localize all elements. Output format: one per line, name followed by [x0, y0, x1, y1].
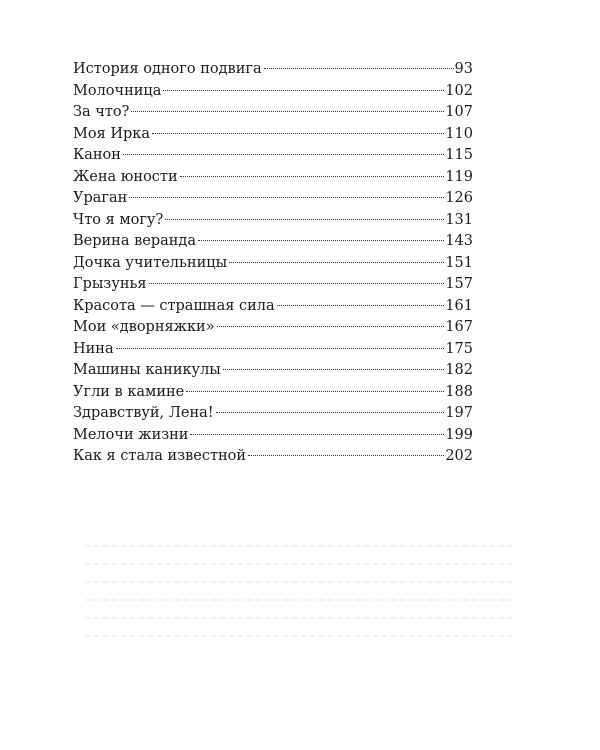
- toc-entry: [73, 81, 473, 103]
- dot-leader: [198, 240, 444, 241]
- toc-entry: [73, 317, 473, 339]
- toc-page-number: 119: [445, 168, 473, 185]
- toc-title: Нина: [73, 340, 114, 357]
- toc-title: Молочница: [73, 82, 162, 99]
- dot-leader: [186, 391, 444, 392]
- toc-page-number: 110: [445, 125, 473, 142]
- toc-page-number: 182: [445, 362, 473, 378]
- toc-title: Канон: [73, 147, 121, 163]
- toc-entry: [73, 210, 473, 232]
- toc-page-number: 131: [445, 211, 473, 228]
- toc-page-number: 126: [445, 190, 473, 206]
- toc-entry: [73, 145, 473, 167]
- toc-entry: [73, 102, 473, 124]
- toc-entry: [73, 124, 473, 146]
- dot-leader: [277, 305, 445, 306]
- dot-leader: [217, 326, 445, 327]
- dot-leader: [190, 434, 444, 435]
- toc-entry: [73, 360, 473, 382]
- toc-title: За что?: [73, 104, 130, 120]
- dot-leader: [152, 133, 444, 134]
- dot-leader: [116, 348, 445, 349]
- toc-title: Мелочи жизни: [73, 426, 189, 443]
- toc-page-number: 115: [445, 147, 473, 163]
- toc-page-number: 143: [445, 233, 473, 249]
- dot-leader: [248, 455, 444, 456]
- dot-leader: [123, 154, 444, 155]
- toc-title: Грызунья: [73, 276, 147, 292]
- toc-page-number: 107: [445, 104, 473, 120]
- toc-entry: [73, 382, 473, 404]
- dot-leader: [264, 68, 454, 69]
- dot-leader: [163, 90, 444, 91]
- show-through-texture: [85, 545, 515, 685]
- toc-entry: [73, 339, 473, 361]
- toc-title: Дочка учительницы: [73, 254, 228, 271]
- dot-leader: [180, 176, 445, 177]
- toc-title: История одного подвига: [73, 61, 262, 77]
- toc-entry: [73, 296, 473, 318]
- toc-entry: [73, 231, 473, 253]
- table-of-contents: [73, 59, 473, 468]
- toc-title: Верина веранда: [73, 233, 197, 249]
- toc-entry: [73, 167, 473, 189]
- toc-title: Ураган: [73, 190, 128, 206]
- toc-page-number: 93: [454, 61, 473, 77]
- toc-title: Как я стала известной: [73, 448, 247, 464]
- dot-leader: [149, 283, 445, 284]
- toc-entry: [73, 403, 473, 425]
- toc-page-number: 167: [445, 319, 473, 335]
- toc-page-number: 202: [445, 448, 473, 464]
- toc-page-number: 161: [445, 297, 473, 314]
- toc-title: Что я могу?: [73, 211, 164, 228]
- toc-page-number: 175: [445, 340, 473, 357]
- dot-leader: [165, 219, 444, 220]
- dot-leader: [131, 111, 444, 112]
- toc-title: Машины каникулы: [73, 362, 221, 378]
- toc-title: Мои «дворняжки»: [73, 319, 215, 335]
- toc-page-number: 151: [445, 254, 473, 271]
- toc-entry: [73, 274, 473, 296]
- dot-leader: [129, 197, 444, 198]
- dot-leader: [216, 412, 445, 413]
- toc-page-number: 102: [445, 82, 473, 99]
- toc-title: Угли в камине: [73, 383, 185, 400]
- toc-title: Красота — страшная сила: [73, 297, 275, 314]
- toc-entry: [73, 425, 473, 447]
- toc-page-number: 199: [445, 426, 473, 443]
- dot-leader: [223, 369, 444, 370]
- toc-entry: [73, 59, 473, 81]
- toc-entry: [73, 446, 473, 468]
- toc-title: Здравствуй, Лена!: [73, 405, 214, 421]
- toc-title: Моя Ирка: [73, 125, 150, 142]
- dot-leader: [229, 262, 444, 263]
- toc-page-number: 157: [445, 276, 473, 292]
- toc-entry: [73, 188, 473, 210]
- toc-page-number: 188: [445, 383, 473, 400]
- toc-page-number: 197: [445, 405, 473, 421]
- toc-title: Жена юности: [73, 168, 178, 185]
- toc-entry: [73, 253, 473, 275]
